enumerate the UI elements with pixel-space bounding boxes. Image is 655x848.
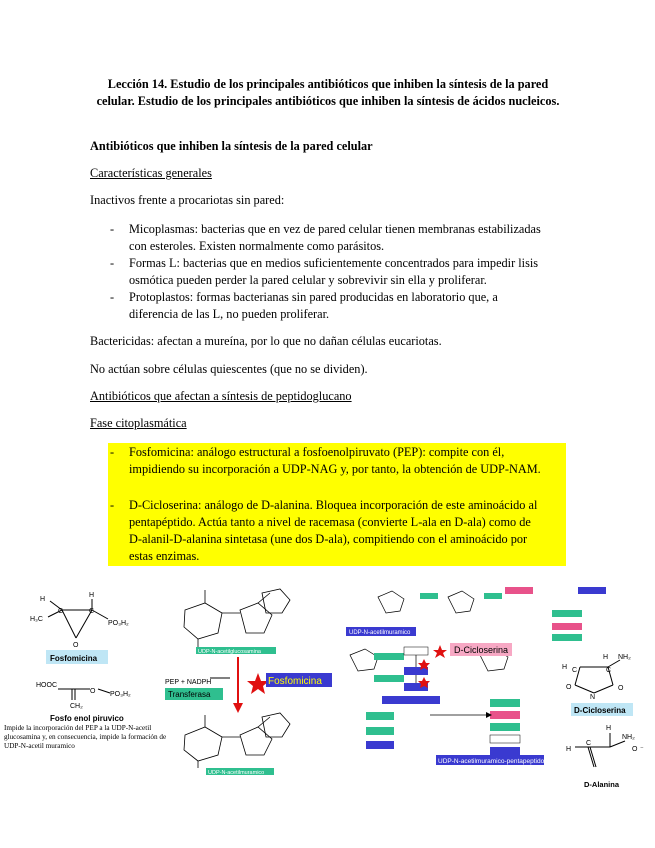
quiescentes-text: No actúan sobre células quiescentes (que no se dividen).	[90, 362, 368, 376]
pep-structure	[58, 689, 110, 700]
pathway-blue-box	[578, 587, 606, 594]
fosfomicina-structure	[48, 599, 108, 638]
bullet-text: Formas L: bacterias que en medios suficientemente concentrados para impedir lisis	[129, 256, 539, 270]
bullet-text: diferencia de las L, no pueden proliferar.	[129, 307, 330, 321]
atom-label: PO₃H₂	[110, 691, 131, 698]
highlight-text: Fosfomicina: análogo estructural a fosfoenolpiruvato (PEP): compite con él,	[129, 445, 505, 459]
bullet-text: osmótica pueden perder la pared celular y sobrevivir sin ella y proliferar.	[129, 273, 487, 287]
udp-nag-label: UDP-N-acetilglucosamina	[198, 649, 261, 655]
bullet-marker: -	[110, 445, 115, 459]
atom-label: H	[566, 746, 572, 753]
fosfomicina-label: Fosfomicina	[50, 654, 98, 663]
atom-label: HOOC	[36, 682, 57, 689]
pentapeptido-label: UDP-N-acetilmuramico-pentapeptido	[438, 758, 545, 765]
pathway-pink-box	[552, 623, 582, 630]
bullet-text: Protoplastos: formas bacterianas sin pared producidas en laboratorio que, a	[129, 290, 498, 304]
highlight-text: estas enzimas.	[129, 549, 200, 563]
udp-nag-structure	[184, 589, 290, 647]
bactericidas-text: Bactericidas: afectan a mureína, por lo que no dañan células eucariotas.	[90, 334, 442, 348]
atom-label: H	[606, 725, 612, 732]
atom-label: H	[562, 664, 568, 671]
red-star-icon	[433, 645, 447, 658]
intro-text: Inactivos frente a procariotas sin pared:	[90, 193, 285, 207]
pep-label: Fosfo enol piruvico	[50, 714, 124, 723]
highlight-block	[108, 479, 566, 497]
highlight-text: impidiendo su incorporación a UDP-NAG y, por tanto, la obtención de UDP-NAM.	[129, 462, 541, 476]
atom-label: H₃C	[30, 616, 43, 623]
udp-nam-structure	[184, 713, 290, 768]
bullet-marker: -	[110, 256, 115, 270]
udp-nam-label: UDP-N-acetilmuramico	[208, 770, 265, 776]
subheading-general: Características generales	[90, 166, 212, 180]
udp-nam-right-label: UDP-N-acetilmuramico	[349, 630, 411, 636]
atom-label: NH₂	[618, 654, 631, 661]
transferasa-label: Transferasa	[168, 690, 211, 699]
atom-label: C	[58, 608, 64, 615]
atom-label: C	[606, 667, 612, 674]
pathway-steps	[366, 647, 520, 755]
subheading-fase: Fase citoplasmática	[90, 416, 187, 430]
d-cicloserina-tag: D-Cicloserina	[454, 645, 509, 655]
atom-label: O	[73, 642, 79, 649]
highlight-text: pentapéptido. Actúa tanto a nivel de racemasa (convierte L-ala en D-ala) como de	[129, 515, 531, 529]
figure-caption: Impide la incorporación del PEP a la UDP-N-acetil glucosamina y, en consecuencia, impide la formación de UDP-N-acetil muramico	[4, 724, 167, 750]
atom-label: O	[566, 684, 572, 691]
pathway-box	[552, 610, 582, 617]
d-cicloserina-structure	[575, 660, 620, 693]
atom-label: H	[40, 596, 46, 603]
bullet-text: con esteroles. Existen normalmente como parásitos.	[129, 239, 385, 253]
pep-nadph-label: PEP + NADPH	[165, 679, 212, 686]
fosfomicina-center-label: Fosfomicina	[268, 676, 322, 687]
d-alanina-label: D-Alanina	[584, 780, 620, 789]
highlight-text: D-Cicloserina: análogo de D-alanina. Bloquea incorporación de este aminoácido al	[129, 498, 538, 512]
atom-label: H	[89, 592, 95, 599]
subheading-peptidoglucano: Antibióticos que afectan a síntesis de peptidoglucano	[90, 389, 352, 403]
red-star-icon	[247, 673, 269, 694]
atom-label: O	[632, 746, 638, 753]
pathway-box	[420, 593, 438, 599]
d-cicloserina-label: D-Cicloserina	[574, 706, 626, 715]
pathway-box	[484, 593, 502, 599]
pathway-box	[552, 634, 582, 641]
page-title: Lección 14. Estudio de los principales antibióticos que inhiben la síntesis de la pared celular. Estudio de los principales antibióticos que inhiben la síntesis de ácidos nucleicos.	[96, 77, 560, 108]
atom-label: NH₂	[622, 734, 635, 741]
pathway-pink-box	[505, 587, 533, 594]
atom-label: C	[572, 667, 578, 674]
atom-label: C	[89, 608, 95, 615]
atom-label: O	[618, 685, 624, 692]
atom-label: PO₃H₂	[108, 620, 129, 627]
d-alanina-structure	[575, 733, 625, 767]
atom-label: C	[586, 740, 592, 747]
atom-label: O	[90, 688, 96, 695]
bullet-text: Micoplasmas: bacterias que en vez de pared celular tienen membranas estabilizadas	[129, 222, 541, 236]
bullet-marker: -	[110, 222, 115, 236]
highlight-text: D-alanil-D-alanina sintetasa (une dos D-ala), compitiendo con el aminoácido por	[129, 532, 528, 546]
biochemistry-figure	[0, 575, 655, 805]
bullet-marker: -	[110, 498, 115, 512]
bullet-marker: -	[110, 290, 115, 304]
atom-label: H	[603, 654, 609, 661]
atom-label: ⁻	[640, 746, 644, 753]
atom-label: N	[590, 694, 596, 701]
red-arrow-head	[233, 703, 243, 713]
section-heading: Antibióticos que inhiben la síntesis de la pared celular	[90, 139, 373, 153]
atom-label: CH₂	[70, 703, 83, 710]
